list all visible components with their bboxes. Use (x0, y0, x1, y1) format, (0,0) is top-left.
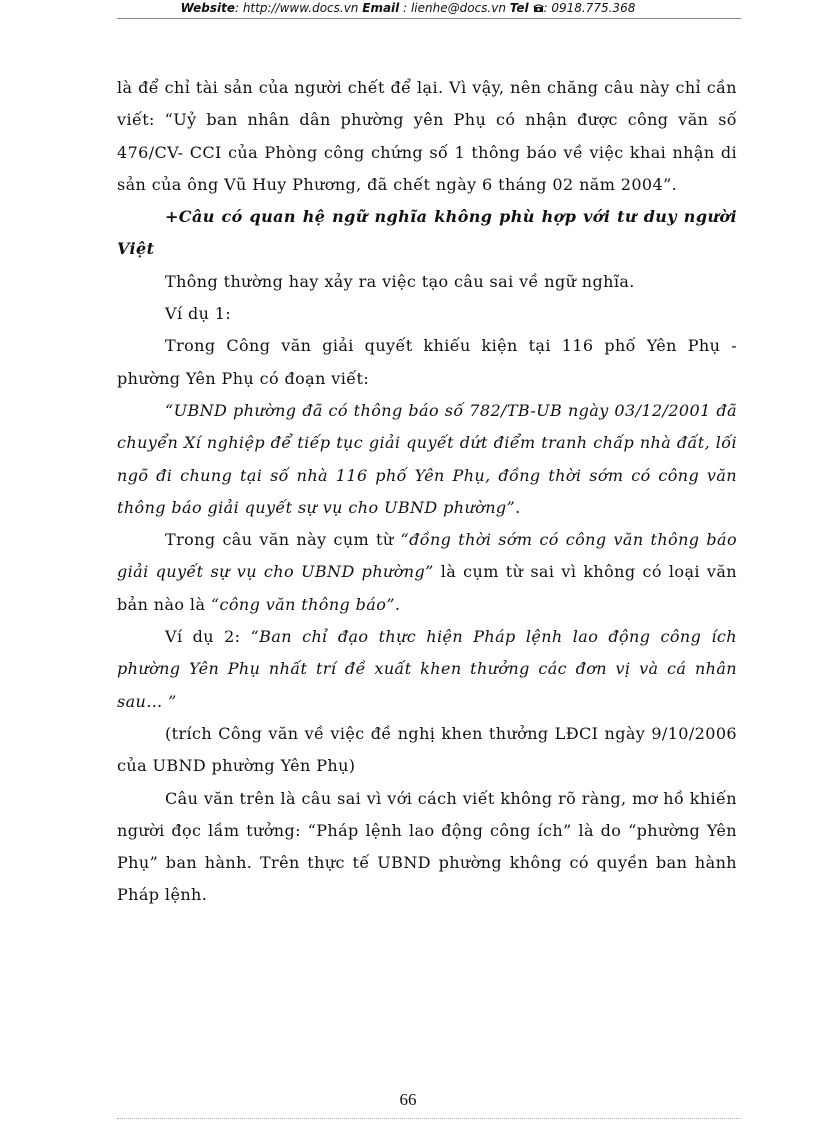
tel-label: Tel (509, 1, 529, 15)
email-value[interactable]: : lienhe@docs.vn (403, 1, 506, 15)
website-label: Website (180, 1, 235, 15)
text-span: là cụm từ sai vì không có loại văn bản nào là (117, 562, 737, 614)
website-value[interactable]: : http://www.docs.vn (234, 1, 359, 15)
example-paragraph (117, 621, 737, 718)
text-span: . (394, 594, 401, 614)
paragraph (117, 524, 737, 621)
paragraph: là để chỉ tài sản của người chết để lại. Vì vậy, nên chăng câu này chỉ cần viết: “Uỷ ban nhân dân phường yên Phụ có nhận được công văn số 476/CV- CCI của Phòng công chứng số 1 thông báo về việc khai nhận di sản của ông Vũ Huy Phương, đã chết ngày 6 tháng 02 năm 2004”. (117, 78, 737, 194)
quoted-phrase: “đồng thời sớm có công văn thông báo giải quyết sự vụ cho UBND phường” (117, 530, 737, 582)
text-span: Trong câu văn này cụm từ (165, 530, 401, 550)
paragraph: Câu văn trên là câu sai vì với cách viết không rõ ràng, mơ hồ khiến người đọc lầm tưởng: “Pháp lệnh lao động công ích” là do “phường Yên Phụ” ban hành. Trên thực tế UBND phường không có quyền ban hành Pháp lệnh. (117, 788, 737, 905)
section-heading: +Câu có quan hệ ngữ nghĩa không phù hợp với tư duy người Việt (117, 207, 737, 259)
quote-paragraph (117, 395, 737, 524)
quote-text: “UBND phường đã có thông báo số 782/TB-UB ngày 03/12/2001 đã chuyển Xí nghiệp để tiếp tục giải quyết dứt điểm tranh chấp nhà đất, lối ngõ đi chung tại số nhà 116 phố Yên Phụ, đồng thời sớm có công văn thông báo giải quyết sự vụ cho UBND phường” (117, 400, 737, 517)
page-number: 66 (399, 1090, 417, 1109)
page-header (0, 0, 816, 20)
quote-end: . (515, 497, 521, 517)
footer-divider (117, 1118, 741, 1119)
citation: (trích Công văn về việc đề nghị khen thưởng LĐCI ngày 9/10/2006 của UBND phường Yên Phụ) (117, 723, 737, 776)
document-body (117, 72, 737, 912)
example-label: Ví dụ 1: (165, 304, 232, 324)
paragraph: Thông thường hay xảy ra việc tạo câu sai về ngữ nghĩa. (165, 271, 635, 291)
tel-value: : 0918.775.368 (543, 1, 636, 15)
quoted-phrase: “công văn thông báo” (210, 594, 395, 614)
email-label: Email (362, 1, 400, 15)
header-divider (117, 18, 741, 19)
paragraph: Trong Công văn giải quyết khiếu kiện tại 116 phố Yên Phụ - phường Yên Phụ có đoạn viết: (117, 336, 737, 388)
example-label: Ví dụ 2: (165, 627, 251, 647)
quote-text: “Ban chỉ đạo thực hiện Pháp lệnh lao động công ích phường Yên Phụ nhất trí đề xuất khen thưởng các đơn vị và cá nhân sau… ” (117, 627, 737, 711)
phone-icon (533, 1, 544, 15)
